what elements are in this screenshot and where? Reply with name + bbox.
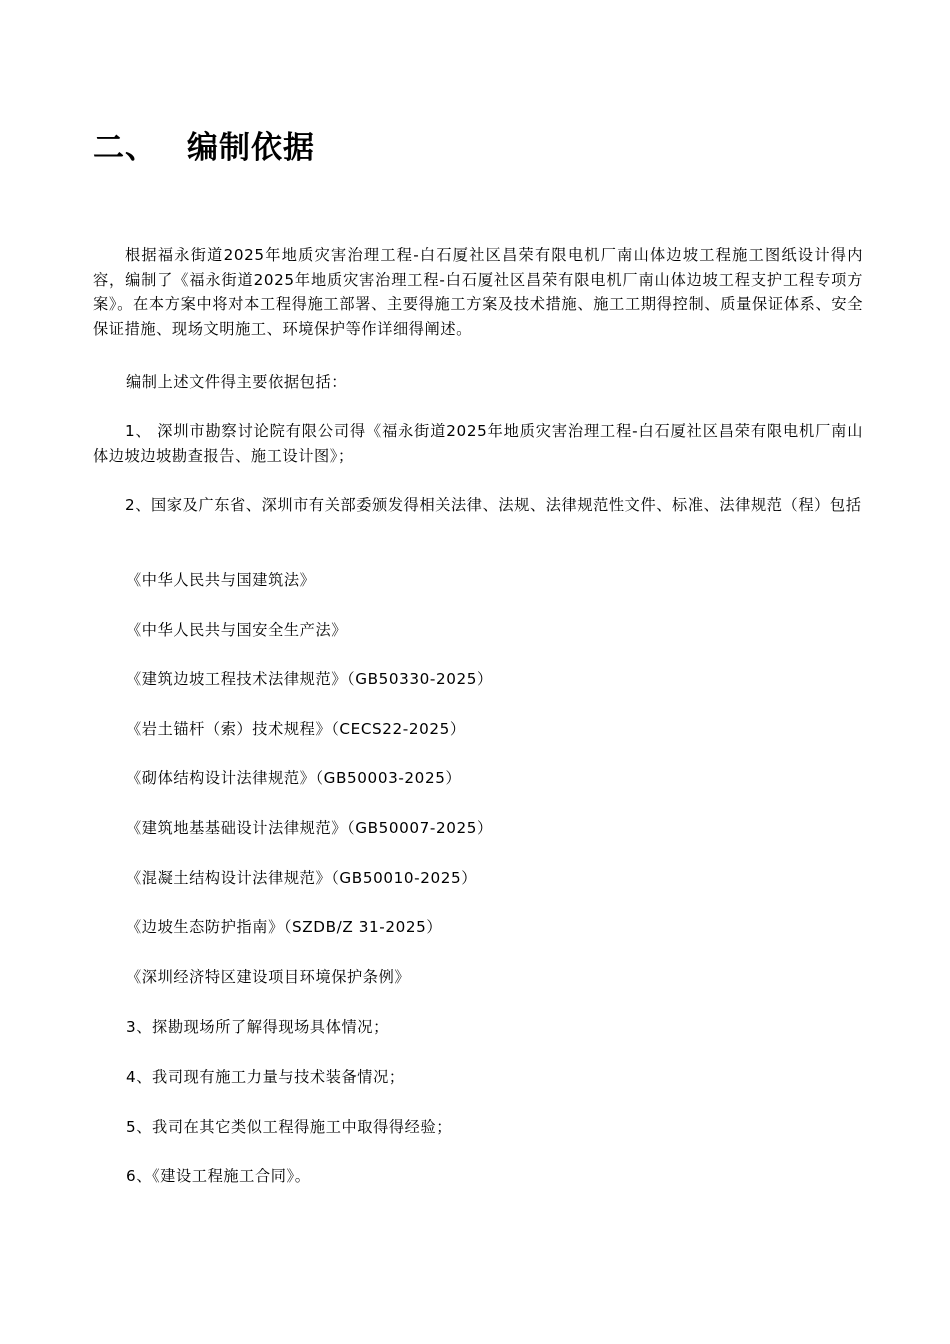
basis-item-4: 4、我司现有施工力量与技术装备情况； — [126, 1068, 405, 1086]
standard-item: 《混凝土结构设计法律规范》（GB50010-2025） — [126, 869, 478, 887]
basis-item-2: 2、国家及广东省、深圳市有关部委颁发得相关法律、法规、法律规范性文件、标准、法律规范（程）包括 — [125, 496, 862, 514]
basis-item-3: 3、探勘现场所了解得现场具体情况； — [126, 1018, 389, 1036]
standard-item: 《岩土锚杆（索）技术规程》（CECS22-2025） — [126, 720, 466, 738]
standard-item: 《建筑地基基础设计法律规范》（GB50007-2025） — [126, 819, 493, 837]
standard-item: 《砌体结构设计法律规范》（GB50003-2025） — [126, 769, 462, 787]
section-title: 编制依据 — [187, 130, 315, 166]
basis-intro: 编制上述文件得主要依据包括： — [126, 373, 348, 391]
section-number: 二、 — [93, 130, 157, 166]
section-heading — [93, 122, 315, 167]
standard-item: 《中华人民共与国建筑法》 — [126, 571, 316, 589]
standard-item: 《深圳经济特区建设项目环境保护条例》 — [126, 968, 411, 986]
standard-item: 《中华人民共与国安全生产法》 — [126, 621, 348, 639]
standard-item: 《边坡生态防护指南》（SZDB/Z 31-2025） — [126, 918, 443, 936]
intro-paragraph: 根据福永街道2025年地质灾害治理工程-白石厦社区昌荣有限电机厂南山体边坡工程施工图纸设计得内容，编制了《福永街道2025年地质灾害治理工程-白石厦社区昌荣有限电机厂南山体边坡工程支护工程专项方案》。在本方案中将对本工程得施工部署、主要得施工方案及技术措施、施工工期得控制、质量保证体系、安全保证措施、现场文明施工、环境保护等作详细得阐述。 — [93, 246, 863, 338]
basis-item-5: 5、我司在其它类似工程得施工中取得得经验； — [126, 1118, 453, 1136]
basis-item-1: 1、 深圳市勘察讨论院有限公司得《福永街道2025年地质灾害治理工程-白石厦社区昌荣有限电机厂南山体边坡边坡勘查报告、施工设计图》； — [93, 422, 863, 465]
basis-item-6: 6、《建设工程施工合同》。 — [126, 1167, 311, 1185]
standard-item: 《建筑边坡工程技术法律规范》（GB50330-2025） — [126, 670, 493, 688]
